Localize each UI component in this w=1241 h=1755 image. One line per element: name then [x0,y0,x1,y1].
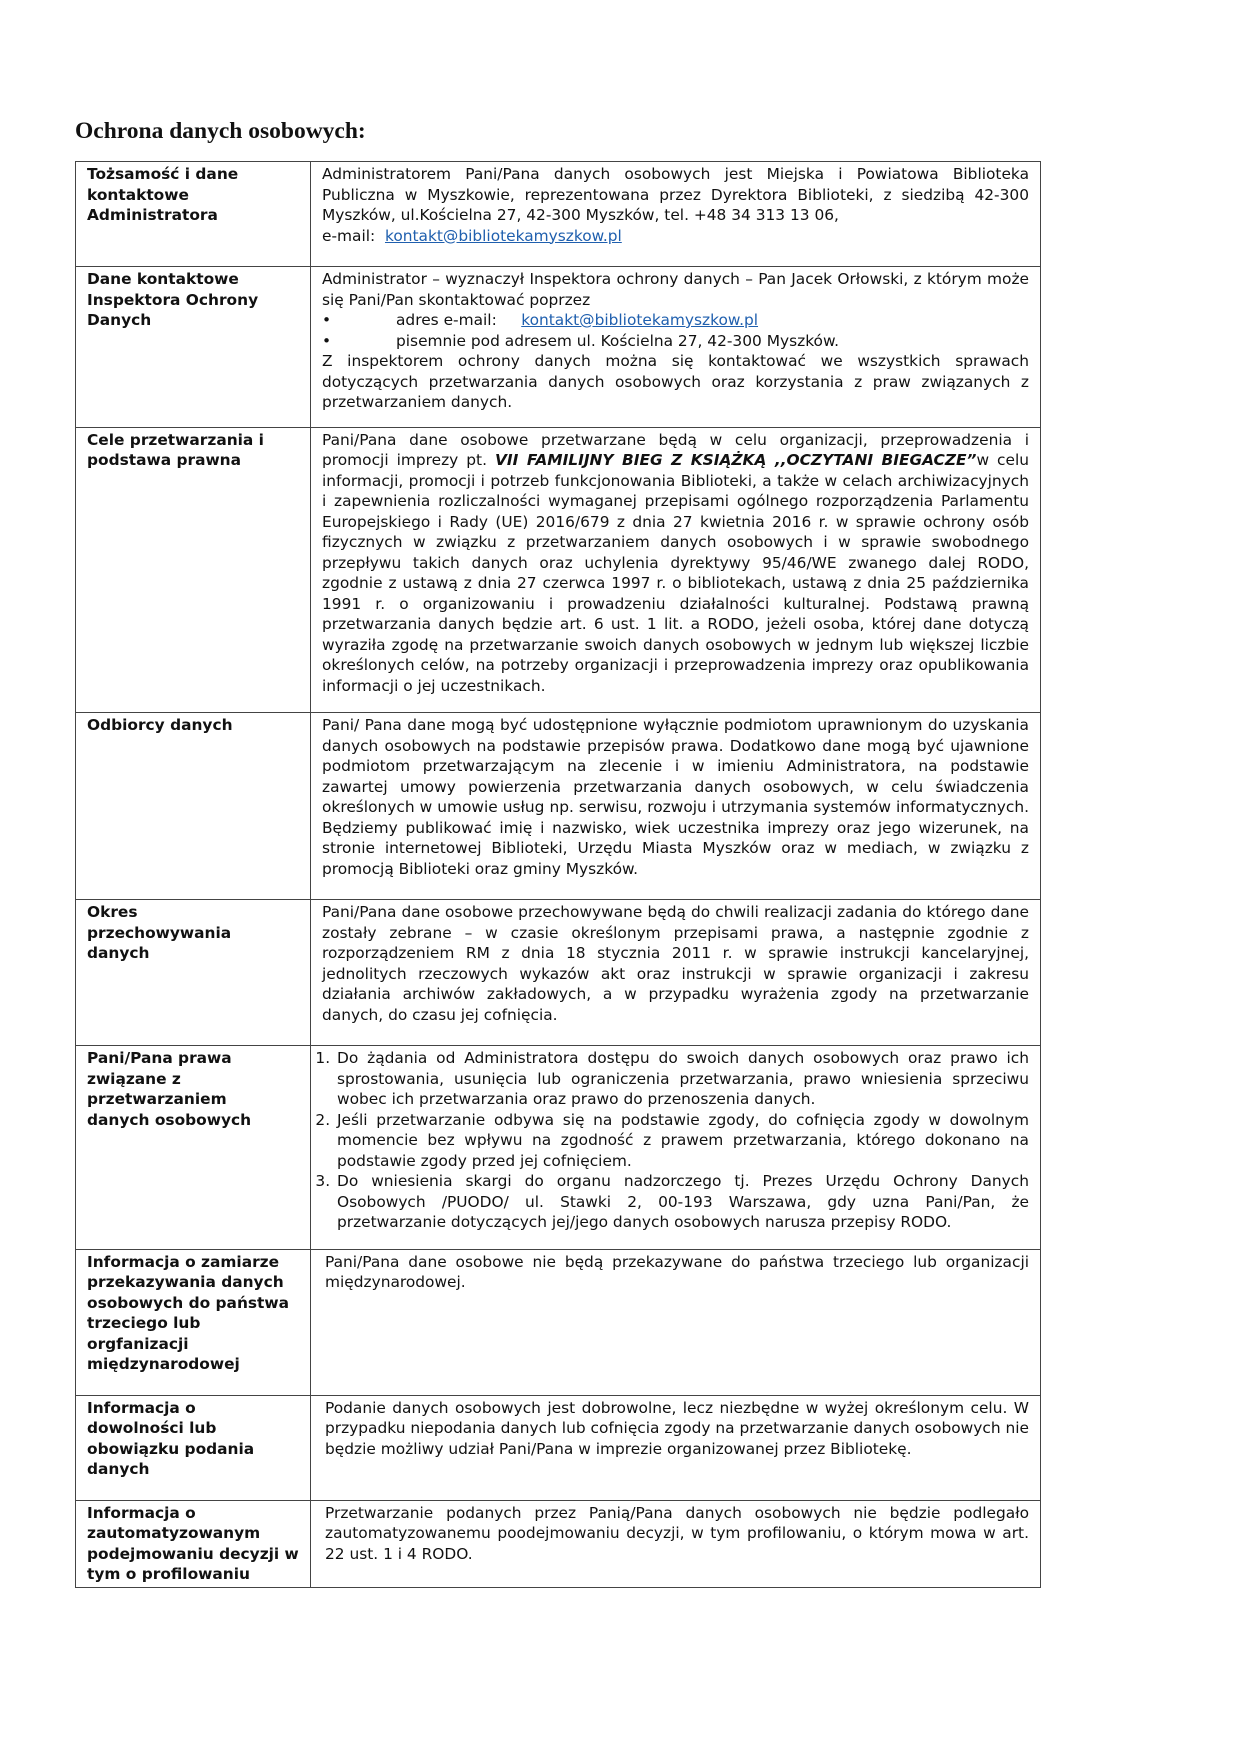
row-content: Pani/Pana dane osobowe przechowywane będą do chwili realizacji zadania do którego dane zostały zebrane – w czasie określonym przepisami prawa, a następnie zgodnie z rozporządzeniem RM z dnia 18 stycznia 2011 r. w sprawie instrukcji kancelaryjnej, jednolitych rzeczowych wykazów akt oraz instrukcji w sprawie organizacji i zakresu działania archiwów zakładowych, a w przypadku wyrażenia zgody na przetwarzanie danych, do czasu jej cofnięcia. [311,900,1041,1046]
iod-intro-text: Administrator – wyznaczył Inspektora ochrony danych – Pan Jacek Orłowski, z którym może się Pani/Pan skontaktować poprzez [322,270,1029,309]
row-content: Podanie danych osobowych jest dobrowolne, lecz niezbędne w wyżej określonym celu. W przypadku niepodania danych lub cofnięcia zgody na przetwarzanie danych osobowych nie będzie możliwy udział Pani/Pana w imprezie organizowanej przez Bibliotekę. [311,1395,1041,1500]
table-row [76,267,1041,428]
table-row [76,427,1041,713]
table-row [76,1395,1041,1500]
row-content [311,162,1041,267]
iod-outro-text: Z inspektorem ochrony danych można się kontaktować we wszystkich sprawach dotyczących przetwarzania danych osobowych oraz korzystania z praw związanych z przetwarzaniem danych. [322,352,1029,411]
email-label: adres e-mail: [396,311,497,329]
list-item: 3. Do wniesienia skargi do organu nadzorczego tj. Prezes Urzędu Ochrony Danych Osobowych /PUODO/ ul. Stawki 2, 00-193 Warszawa, gdy uzna Pani/Pan, że przetwarzanie dotyczących jej/jego danych osobowych narusza przepisy RODO. [335,1171,1029,1233]
row-content [311,267,1041,428]
table-row [76,900,1041,1046]
row-label: Informacja o zamiarze przekazywania danych osobowych do państwa trzeciego lub orgfanizacji międzynarodowej [76,1249,311,1395]
list-item [322,310,1029,331]
row-label: Informacja o dowolności lub obowiązku podania danych [76,1395,311,1500]
row-content [311,1046,1041,1250]
table-row [76,1249,1041,1395]
email-link[interactable]: kontakt@bibliotekamyszkow.pl [384,226,622,245]
purpose-text-continued: w celu informacji, promocji i potrzeb funkcjonowania Biblioteki, a także w celach archiwizacyjnych i zapewnienia rozliczalności wymaganej przepisami ogólnego rozporządzenia Parlamentu Europejskiego i Rady (UE) 2016/679 z dnia 27 kwietnia 2016 r. w sprawie ochrony osób fizycznych w związku z przetwarzaniem danych osobowych i w sprawie swobodnego przepływu takich danych oraz uchylenia dyrektywy 95/46/WE zwanego dalej RODO, zgodnie z ustawą z dnia 27 czerwca 1997 r. o bibliotekach, ustawą z dnia 25 października 1991 r. o organizowaniu i prowadzeniu działalności kulturalnej. Podstawą prawną przetwarzania danych będzie art. 6 ust. 1 lit. a RODO, jeżeli osoba, której dane dotyczą wyraziła zgodę na przetwarzanie swoich danych osobowych w jednym lub większej liczbie określonych celów, na potrzeby organizacji i przeprowadzenia imprezy oraz opublikowania informacji o jej uczestnikach. [322,451,1030,695]
email-label: e-mail: [322,226,376,245]
table-row [76,162,1041,267]
table-row [76,713,1041,900]
row-label: Informacja o zautomatyzowanym podejmowaniu decyzji w tym o profilowaniu [76,1500,311,1587]
table-row [76,1046,1041,1250]
row-label: Cele przetwarzania i podstawa prawna [76,427,311,713]
rights-list [315,1048,1029,1233]
row-label: Tożsamość i dane kontaktowe Administratora [76,162,311,267]
bullet-icon: • [322,331,332,350]
list-item: 1. Do żądania od Administratora dostępu do swoich danych osobowych oraz prawo ich sprostowania, usunięcia lub ograniczenia przetwarzania, prawo wniesienia sprzeciwu wobec ich przetwarzania oraz prawo do przenoszenia danych. [335,1048,1029,1110]
email-link[interactable]: kontakt@bibliotekamyszkow.pl [521,311,759,329]
row-content [311,427,1041,713]
list-item [322,331,1029,352]
row-label: Dane kontaktowe Inspektora Ochrony Danych [76,267,311,428]
page-title: Ochrona danych osobowych: [75,118,366,144]
table-row [76,1500,1041,1587]
list-item: 2. Jeśli przetwarzanie odbywa się na podstawie zgody, do cofnięcia zgody w dowolnym momencie bez wpływu na zgodność z prawem przetwarzania, którego dokonano na podstawie zgody przed jej cofnięciem. [335,1110,1029,1172]
event-name: VII FAMILIJNY BIEG Z KSIĄŻKĄ ,,OCZYTANI BIEGACZE” [494,451,977,469]
row-content: Pani/ Pana dane mogą być udostępnione wyłącznie podmiotom uprawnionym do uzyskania danych osobowych na podstawie przepisów prawa. Dodatkowo dane mogą być ujawnione podmiotom przetwarzającym na zlecenie i w imieniu Administratora, na podstawie zawartej umowy powierzenia przetwarzania danych osobowych, w celu świadczenia określonych w umowie usług np. serwisu, rozwoju i utrzymania systemów informatycznych. Będziemy publikować imię i nazwisko, wiek uczestnika imprezy oraz jego wizerunek, na stronie internetowej Biblioteki, Urzędu Miasta Myszków oraz w mediach, w związku z promocją Biblioteki oraz gminy Myszków. [311,713,1041,900]
row-content: Przetwarzanie podanych przez Panią/Pana danych osobowych nie będzie podlegało zautomatyzowanemu poodejmowaniu decyzji, w tym profilowaniu, o którym mowa w art. 22 ust. 1 i 4 RODO. [311,1500,1041,1587]
row-content: Pani/Pana dane osobowe nie będą przekazywane do państwa trzeciego lub organizacji międzynarodowej. [311,1249,1041,1395]
bullet-icon: • [322,311,332,329]
row-label: Okres przechowywania danych [76,900,311,1046]
postal-address-text: pisemnie pod adresem ul. Kościelna 27, 42-300 Myszków. [396,331,840,350]
data-protection-table [75,161,1041,1588]
purpose-text: Pani/Pana dane osobowe przetwarzane będą w celu organizacji, przeprowadzenia i promocji imprezy pt. [322,430,1029,469]
administrator-text: Administratorem Pani/Pana danych osobowych jest Miejska i Powiatowa Biblioteka Publiczna w Myszkowie, reprezentowana przez Dyrektora Biblioteki, z siedzibą 42-300 Myszków, ul.Kościelna 27, 42-300 Myszków, tel. +48 34 313 13 06, [322,165,1029,224]
row-label: Odbiorcy danych [76,713,311,900]
row-label: Pani/Pana prawa związane z przetwarzaniem danych osobowych [76,1046,311,1250]
